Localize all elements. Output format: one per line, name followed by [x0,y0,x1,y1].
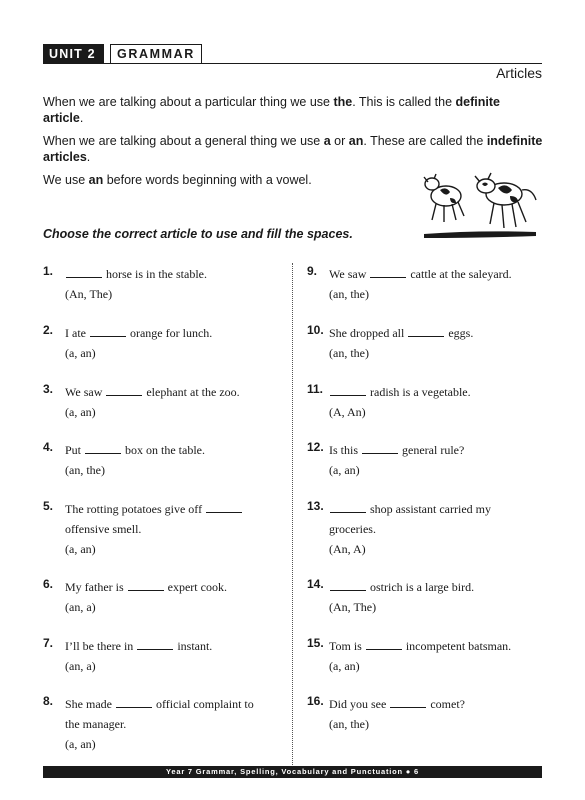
question-text: instant. [174,639,213,653]
unit-label: UNIT 2 [43,44,104,64]
answer-options: (An, A) [329,542,366,556]
answer-options: (a, an) [65,346,96,360]
question-text: box on the table. [122,443,205,457]
text: When we are talking about a particular thing we use [43,95,334,109]
bold-term: indefinite articles [43,134,543,164]
answer-options: (a, an) [65,542,96,556]
text: . These are called the [363,134,487,148]
section-title: Articles [496,65,542,81]
question-number: 1. [43,264,54,278]
question-text: incompetent batsman. [402,639,512,653]
answer-options: (A, An) [329,405,366,419]
text: or [330,134,349,148]
question-number: 16. [307,694,324,708]
question-text: shop assistant carried my [367,502,491,516]
question-number: 13. [307,499,324,513]
exercise-instruction: Choose the correct article to use and fill the spaces. [43,227,353,241]
question-text: comet? [427,697,465,711]
answer-options: (An, The) [329,600,377,614]
question-text: We saw [329,267,370,281]
question-text: official complaint to [153,697,254,711]
question-number: 15. [307,636,324,650]
question-text: The rotting potatoes give off [65,502,206,516]
intro-paragraph-1 [43,94,543,126]
question-number: 8. [43,694,54,708]
answer-blank[interactable] [408,326,444,337]
question-text: She dropped all [329,326,408,340]
answer-blank[interactable] [362,443,398,454]
bold-term: an [88,173,104,187]
bold-term: definite article [43,95,500,125]
cartoon-cows-icon [418,172,543,240]
intro-paragraph-2 [43,133,543,165]
answer-options: (a, an) [65,405,96,419]
answer-options: (an, the) [329,287,369,301]
answer-blank[interactable] [370,267,406,278]
answer-blank[interactable] [330,385,366,396]
question-text: elephant at the zoo. [143,385,240,399]
answer-blank[interactable] [366,639,402,650]
question-number: 5. [43,499,54,513]
question-text: My father is [65,580,127,594]
answer-options: (an, the) [65,463,105,477]
answer-blank[interactable] [128,580,164,591]
answer-options: (an, a) [65,659,96,673]
text: . This is called the [352,95,456,109]
question-number: 12. [307,440,324,454]
question-text: We saw [65,385,106,399]
question-text: eggs. [445,326,474,340]
page-footer: Year 7 Grammar, Spelling, Vocabulary and Punctuation ● 6 [43,766,542,778]
question-text: the manager. [65,717,127,731]
question-text: Tom is [329,639,365,653]
question-text: orange for lunch. [126,326,213,340]
question-number: 2. [43,323,54,337]
answer-blank[interactable] [85,443,121,454]
unit-header [43,44,542,66]
answer-options: (a, an) [329,659,360,673]
question-text: cattle at the saleyard. [407,267,512,281]
question-number: 14. [307,577,324,591]
answer-blank[interactable] [116,697,152,708]
answer-options: (a, an) [329,463,360,477]
answer-options: (An, The) [65,287,113,301]
text: before words beginning with a vowel. [103,173,312,187]
question-number: 6. [43,577,54,591]
question-text: radish is a vegetable. [367,385,471,399]
answer-blank[interactable] [66,267,102,278]
text: We use [43,173,89,187]
bold-term: a [323,134,331,148]
answer-options: (an, a) [65,600,96,614]
text: When we are talking about a general thing we use [43,134,324,148]
answer-blank[interactable] [206,502,242,513]
question-text: expert cook. [164,580,227,594]
text: . [86,150,91,164]
answer-blank[interactable] [390,697,426,708]
answer-blank[interactable] [90,326,126,337]
bold-term: the [333,95,353,109]
answer-options: (a, an) [65,737,96,751]
bold-term: an [348,134,364,148]
answer-blank[interactable] [330,502,366,513]
question-text: Did you see [329,697,390,711]
column-divider [292,263,293,765]
question-text: I ate [65,326,89,340]
question-number: 4. [43,440,54,454]
answer-blank[interactable] [137,639,173,650]
question-number: 11. [307,382,324,396]
answer-blank[interactable] [106,385,142,396]
question-number: 10. [307,323,324,337]
question-number: 7. [43,636,54,650]
topic-label: GRAMMAR [110,44,202,64]
answer-options: (an, the) [329,717,369,731]
question-number: 3. [43,382,54,396]
question-text: Put [65,443,85,457]
question-text: horse is in the stable. [103,267,207,281]
question-text: general rule? [399,443,465,457]
question-text: groceries. [329,522,376,536]
question-text: I’ll be there in [65,639,137,653]
answer-options: (an, the) [329,346,369,360]
question-text: Is this [329,443,362,457]
question-text: ostrich is a large bird. [367,580,475,594]
question-text: She made [65,697,115,711]
question-number: 9. [307,264,318,278]
question-text: offensive smell. [65,522,142,536]
answer-blank[interactable] [330,580,366,591]
text: . [79,111,84,125]
